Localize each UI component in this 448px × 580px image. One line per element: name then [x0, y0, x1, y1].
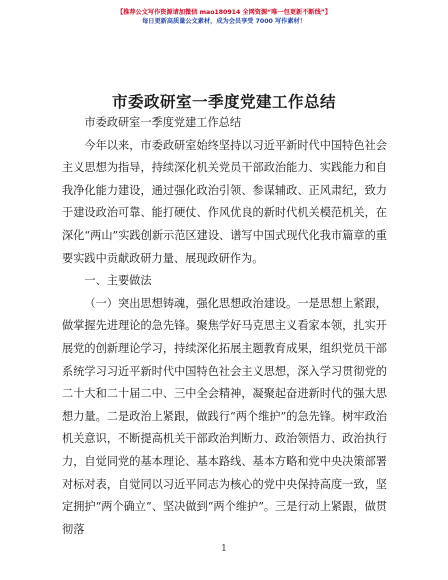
document-subtitle: 市委政研室一季度党建工作总结 — [84, 116, 242, 129]
intro-paragraph: 今年以来，市委政研室始终坚持以习近平新时代中国特色社会主义思想为指导，持续深化机关党员干部政治能力、实践能力和自我净化能力建设，通过强化政治引领、参谋辅政、正风肃纪，致力于建设政治可靠、能打硬仗、作风优良的新时代机关模范机关，在深化“两山”实践创新示范区建设、谱写中国式现代化我市篇章的重要实践中贡献政研力量、展现政研作为。 — [62, 138, 387, 265]
promo-banner-line-1: 【推荐公文写作资源请加微信 mao180914 全网资源“唯一包更新不断线”】 — [116, 9, 332, 16]
promo-banner — [0, 8, 448, 26]
page-number: 1 — [221, 544, 227, 554]
document-title: 市委政研室一季度党建工作总结 — [111, 93, 336, 111]
section-heading: 一、主要做法 — [84, 274, 152, 288]
body-paragraph: （一）突出思想铸魂，强化思想政治建设。一是思想上紧跟，做掌握先进理论的急先锋。聚焦学好马克思主义看家本领，扎实开展党的创新理论学习，持续深化拓展主题教育成果，组织党员干部系统学习习近平新时代中国特色社会主义思想，深入学习贯彻党的二十大和二十届二中、三中全会精神，凝聚起奋进新时代的强大思想力量。二是政治上紧跟，做践行“两个维护”的急先锋。树牢政治机关意识，不断提高机关干部政治判断力、政治领悟力、政治执行力，自觉同党的基本理论、基本路线、基本方略和党中央决策部署对标对表，自觉同以习近平同志为核心的党中央保持高度一致，坚定拥护“两个确立”、坚决做到“两个维护”。三是行动上紧跟，做贯彻落 — [62, 296, 387, 536]
promo-banner-line-2: 每日更新高质量公文素材，成为会员享受 7000 写作素材！ — [142, 18, 306, 25]
document-body — [62, 112, 387, 541]
